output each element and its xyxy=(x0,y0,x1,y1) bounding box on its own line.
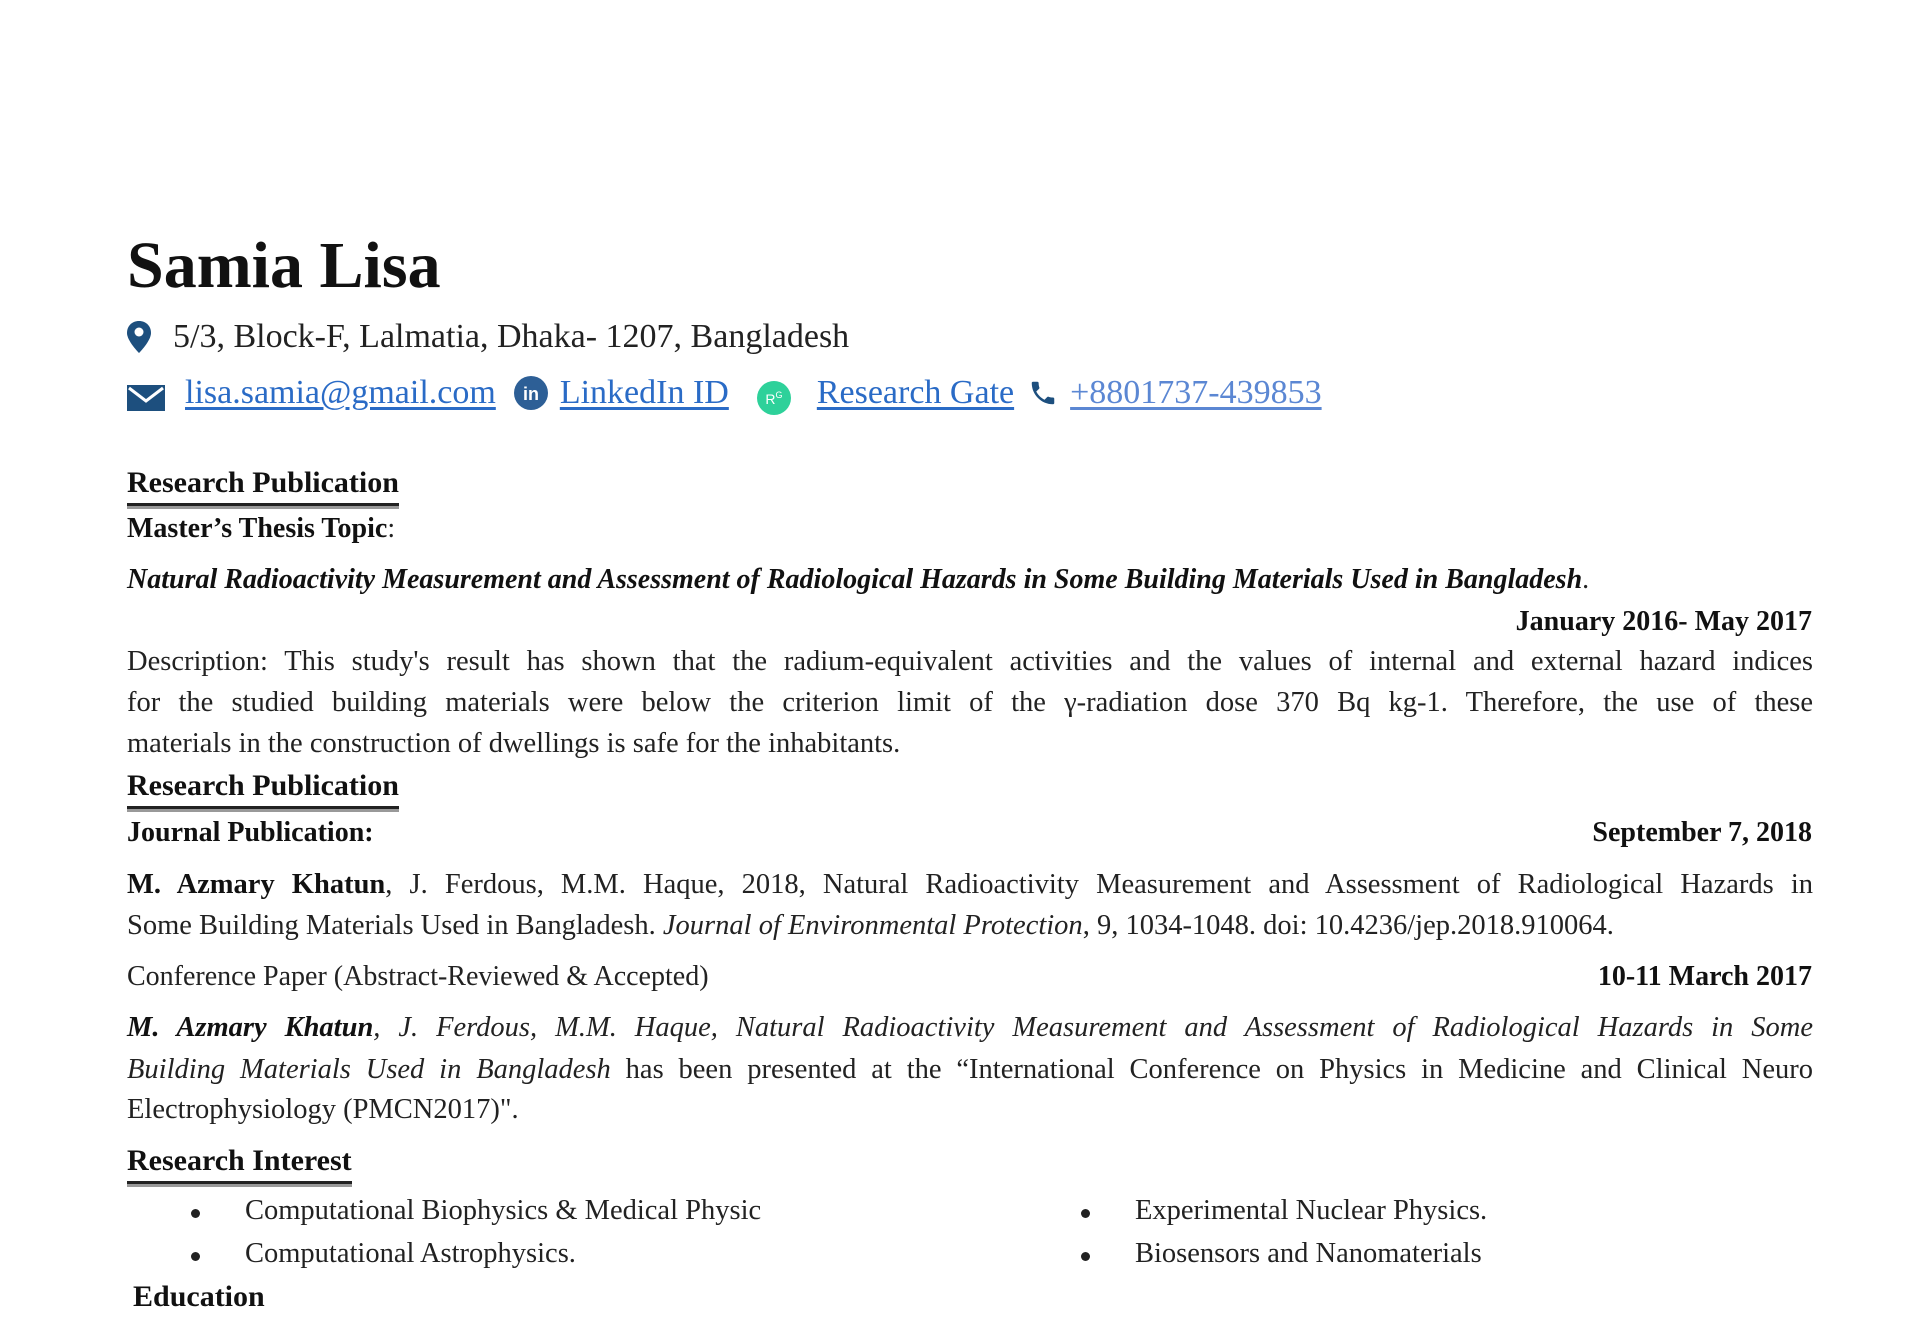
interest-item xyxy=(191,1238,576,1270)
contact-links-row xyxy=(127,371,1322,415)
svg-text:RG: $R^G$ xyxy=(765,390,783,407)
interest-text: Computational Biophysics & Medical Physic xyxy=(245,1195,762,1226)
envelope-icon xyxy=(127,385,165,411)
thesis-title-text: Natural Radioactivity Measurement and Assessment of Radiological Hazards in Some Building Materials Used in Bangladesh xyxy=(127,564,1583,595)
journal-date: September 7, 2018 xyxy=(1592,817,1812,848)
linkedin-link[interactable]: LinkedIn ID xyxy=(559,374,729,411)
interest-item xyxy=(1081,1238,1482,1270)
section-heading-education: Education xyxy=(133,1280,265,1313)
journal-citation-line xyxy=(127,869,1813,901)
conference-citation-text: Building Materials Used in Bangladesh xyxy=(127,1054,611,1085)
conference-citation-line: Electrophysiology (PMCN2017)". xyxy=(127,1094,519,1125)
address-text: 5/3, Block-F, Lalmatia, Dhaka- 1207, Bangladesh xyxy=(173,318,850,355)
linkedin-icon xyxy=(514,376,548,410)
conference-citation-text: , J. Ferdous, M.M. Haque, Natural Radioactivity Measurement and Assessment of Radiological Hazards in Some xyxy=(373,1012,1813,1043)
bullet-icon xyxy=(1081,1209,1090,1218)
section-heading-interests: Research Interest xyxy=(127,1144,352,1184)
journal-author: M. Azmary Khatun xyxy=(127,869,386,900)
bullet-icon xyxy=(191,1252,200,1261)
bullet-icon xyxy=(1081,1252,1090,1261)
map-pin-icon xyxy=(127,321,151,353)
conference-date: 10-11 March 2017 xyxy=(1597,961,1812,992)
thesis-dates: January 2016- May 2017 xyxy=(1515,606,1812,637)
conference-citation-line xyxy=(127,1012,1813,1044)
interest-text: Computational Astrophysics. xyxy=(245,1238,576,1269)
journal-citation-text: , 9, 1034-1048. doi: 10.4236/jep.2018.910064. xyxy=(1082,910,1614,941)
person-name: Samia Lisa xyxy=(127,229,441,302)
address-row xyxy=(127,318,849,356)
thesis-label-colon: : xyxy=(387,513,396,544)
conference-label: Conference Paper (Abstract-Reviewed & Accepted) xyxy=(127,961,709,992)
email-link[interactable]: lisa.samia@gmail.com xyxy=(185,374,496,411)
journal-citation-text: , J. Ferdous, M.M. Haque, 2018, Natural Radioactivity Measurement and Assessment of Radiological Hazards in xyxy=(385,869,1813,900)
svg-text:in: in xyxy=(522,384,539,404)
journal-citation-line xyxy=(127,910,1813,942)
interest-item xyxy=(1081,1195,1487,1227)
phone-icon xyxy=(1028,378,1058,408)
interest-text: Biosensors and Nanomaterials xyxy=(1135,1238,1482,1269)
phone-link[interactable]: +8801737-439853 xyxy=(1070,374,1322,411)
bullet-icon xyxy=(191,1209,200,1218)
conference-citation-line xyxy=(127,1054,1813,1086)
conference-citation-text: has been presented at the “International Conference on Physics in Medicine and Clinical Neuro xyxy=(610,1054,1813,1085)
interest-item xyxy=(191,1195,761,1227)
section-heading-publications: Research Publication xyxy=(127,769,399,809)
journal-citation-text: Some Building Materials Used in Bangladesh. xyxy=(127,910,663,941)
thesis-label-text: Master’s Thesis Topic xyxy=(127,513,388,544)
thesis-title xyxy=(127,564,1589,596)
journal-name: Journal of Environmental Protection xyxy=(662,910,1083,941)
journal-label: Journal Publication: xyxy=(127,817,374,848)
conference-author: M. Azmary Khatun xyxy=(127,1012,374,1043)
thesis-label xyxy=(127,513,395,545)
thesis-description-line: Description: This study's result has shown that the radium-equivalent activities and the values of internal and external hazard indices xyxy=(127,646,1813,677)
thesis-description-line: materials in the construction of dwellings is safe for the inhabitants. xyxy=(127,728,901,759)
thesis-title-end: . xyxy=(1582,564,1590,595)
researchgate-icon xyxy=(757,381,791,415)
section-heading-thesis: Research Publication xyxy=(127,466,399,506)
researchgate-link[interactable]: Research Gate xyxy=(816,374,1015,411)
interest-text: Experimental Nuclear Physics. xyxy=(1135,1195,1488,1226)
thesis-description-line: for the studied building materials were below the criterion limit of the γ-radiation dose 370 Bq kg-1. Therefore, the use of these xyxy=(127,687,1813,718)
